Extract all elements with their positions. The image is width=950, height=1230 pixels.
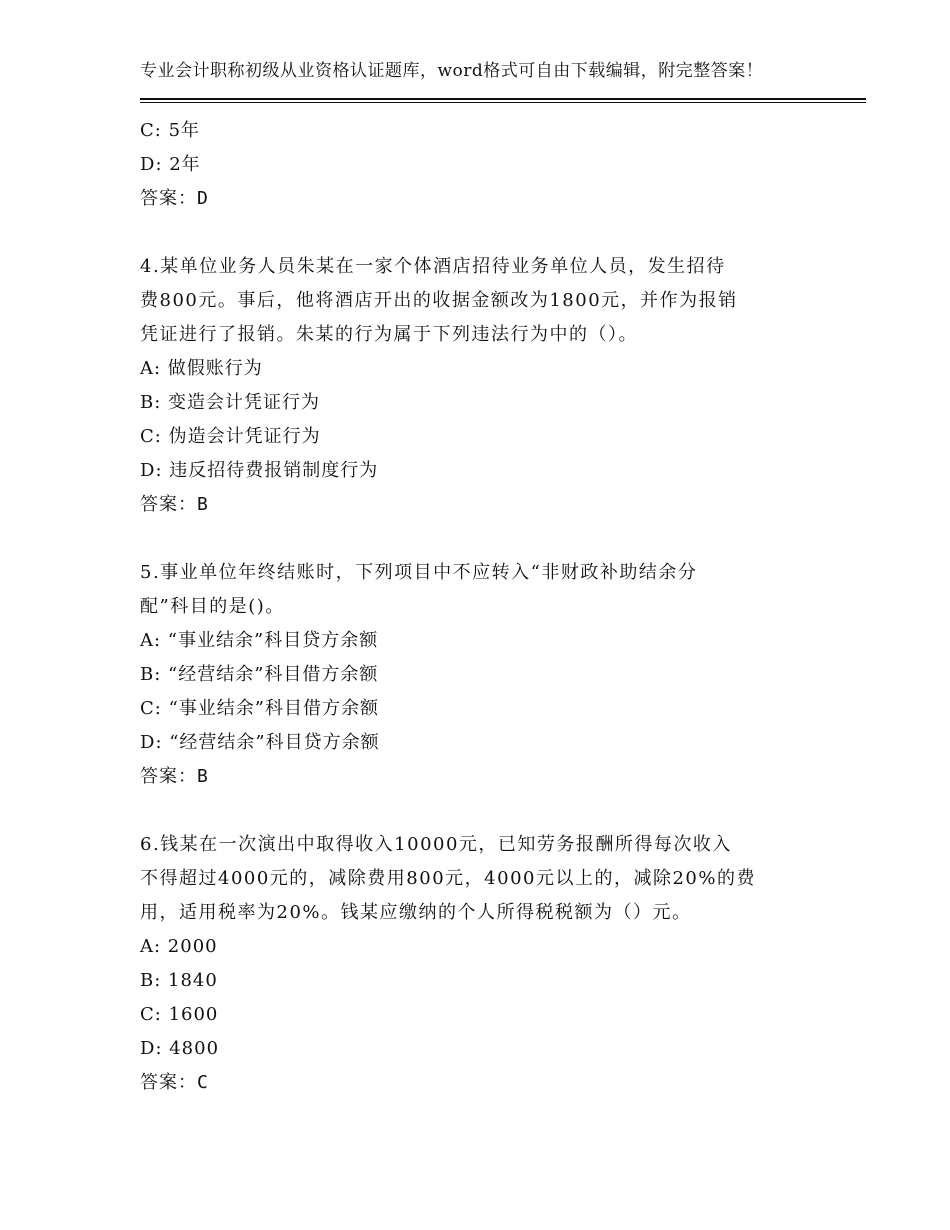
- page-header: 专业会计职称初级从业资格认证题库，word格式可自由下载编辑，附完整答案！: [140, 61, 764, 81]
- spacer: [140, 794, 840, 828]
- answer-line: [140, 488, 840, 522]
- answer-value: B: [197, 494, 209, 515]
- question-text: [140, 828, 840, 930]
- option-d: D: 4800: [140, 1038, 220, 1059]
- option-b: B: 1840: [140, 970, 218, 991]
- option-key: C: [140, 120, 155, 141]
- option-key: D: [140, 460, 156, 481]
- option-key: D: [140, 154, 156, 175]
- option-text: 做假账行为: [167, 358, 263, 379]
- option-key: C: [140, 698, 155, 719]
- option-key: B: [140, 664, 155, 685]
- option-key: A: [140, 936, 154, 957]
- answer-label: 答案：: [140, 188, 197, 209]
- option-key: C: [140, 426, 155, 447]
- option-b: B: 变造会计凭证行为: [140, 392, 321, 413]
- question-text: [140, 556, 840, 624]
- option-text: 2年: [169, 154, 201, 175]
- option-a: A: 做假账行为: [140, 358, 263, 379]
- question-3-block: [140, 114, 840, 216]
- answer-label: 答案：: [140, 494, 197, 515]
- option-text: 2000: [167, 936, 218, 957]
- option-text: 5年: [168, 120, 201, 141]
- question-line: 5.事业单位年终结账时，下列项目中不应转入“非财政补助结余分: [140, 562, 698, 583]
- question-list: [140, 114, 840, 1100]
- option-text: 4800: [169, 1038, 220, 1059]
- spacer: [140, 522, 840, 556]
- question-line: 不得超过4000元的，减除费用800元，4000元以上的，减除20%的费: [140, 868, 756, 889]
- option-text: “事业结余”科目贷方余额: [167, 630, 379, 651]
- question-line: 用，适用税率为20%。钱某应缴纳的个人所得税税额为（）元。: [140, 902, 692, 923]
- option-d: D: 违反招待费报销制度行为: [140, 460, 379, 481]
- option-a: A: “事业结余”科目贷方余额: [140, 630, 379, 651]
- option-key: D: [140, 1038, 156, 1059]
- answer-value: D: [197, 188, 209, 209]
- option-text: “事业结余”科目借方余额: [168, 698, 379, 719]
- option-text: 1840: [168, 970, 218, 991]
- question-4-block: [140, 250, 840, 522]
- option-a: A: 2000: [140, 936, 218, 957]
- option-c: C: 1600: [140, 1004, 219, 1025]
- option-b: B: “经营结余”科目借方余额: [140, 664, 379, 685]
- option-text: “经营结余”科目借方余额: [168, 664, 379, 685]
- option-c: C: 5年: [140, 120, 201, 141]
- option-text: “经营结余”科目贷方余额: [169, 732, 380, 753]
- answer-line: [140, 760, 840, 794]
- question-line: 6.钱某在一次演出中取得收入10000元，已知劳务报酬所得每次收入: [140, 834, 732, 855]
- option-c: C: “事业结余”科目借方余额: [140, 698, 379, 719]
- answer-value: B: [197, 766, 209, 787]
- header-rule-thin: [140, 102, 866, 103]
- option-text: 变造会计凭证行为: [168, 392, 321, 413]
- answer-line: [140, 182, 840, 216]
- question-6-block: [140, 828, 840, 1100]
- answer-line: [140, 1066, 840, 1100]
- option-text: 1600: [168, 1004, 219, 1025]
- question-line: 配”科目的是()。: [140, 596, 285, 617]
- option-key: B: [140, 392, 155, 413]
- option-key: D: [140, 732, 156, 753]
- option-text: 违反招待费报销制度行为: [169, 460, 379, 481]
- answer-value: C: [197, 1072, 209, 1093]
- header-rule-thick: [140, 98, 866, 100]
- option-key: C: [140, 1004, 155, 1025]
- option-d: D: 2年: [140, 154, 201, 175]
- question-line: 凭证进行了报销。朱某的行为属于下列违法行为中的（）。: [140, 324, 638, 345]
- answer-label: 答案：: [140, 766, 197, 787]
- question-line: 4.某单位业务人员朱某在一家个体酒店招待业务单位人员，发生招待: [140, 256, 726, 277]
- question-5-block: [140, 556, 840, 794]
- option-d: D: “经营结余”科目贷方余额: [140, 732, 380, 753]
- option-c: C: 伪造会计凭证行为: [140, 426, 321, 447]
- option-key: A: [140, 630, 154, 651]
- spacer: [140, 216, 840, 250]
- question-line: 费800元。事后，他将酒店开出的收据金额改为1800元，并作为报销: [140, 290, 738, 311]
- option-key: B: [140, 970, 155, 991]
- option-key: A: [140, 358, 154, 379]
- option-text: 伪造会计凭证行为: [168, 426, 321, 447]
- answer-label: 答案：: [140, 1072, 197, 1093]
- question-text: [140, 250, 840, 352]
